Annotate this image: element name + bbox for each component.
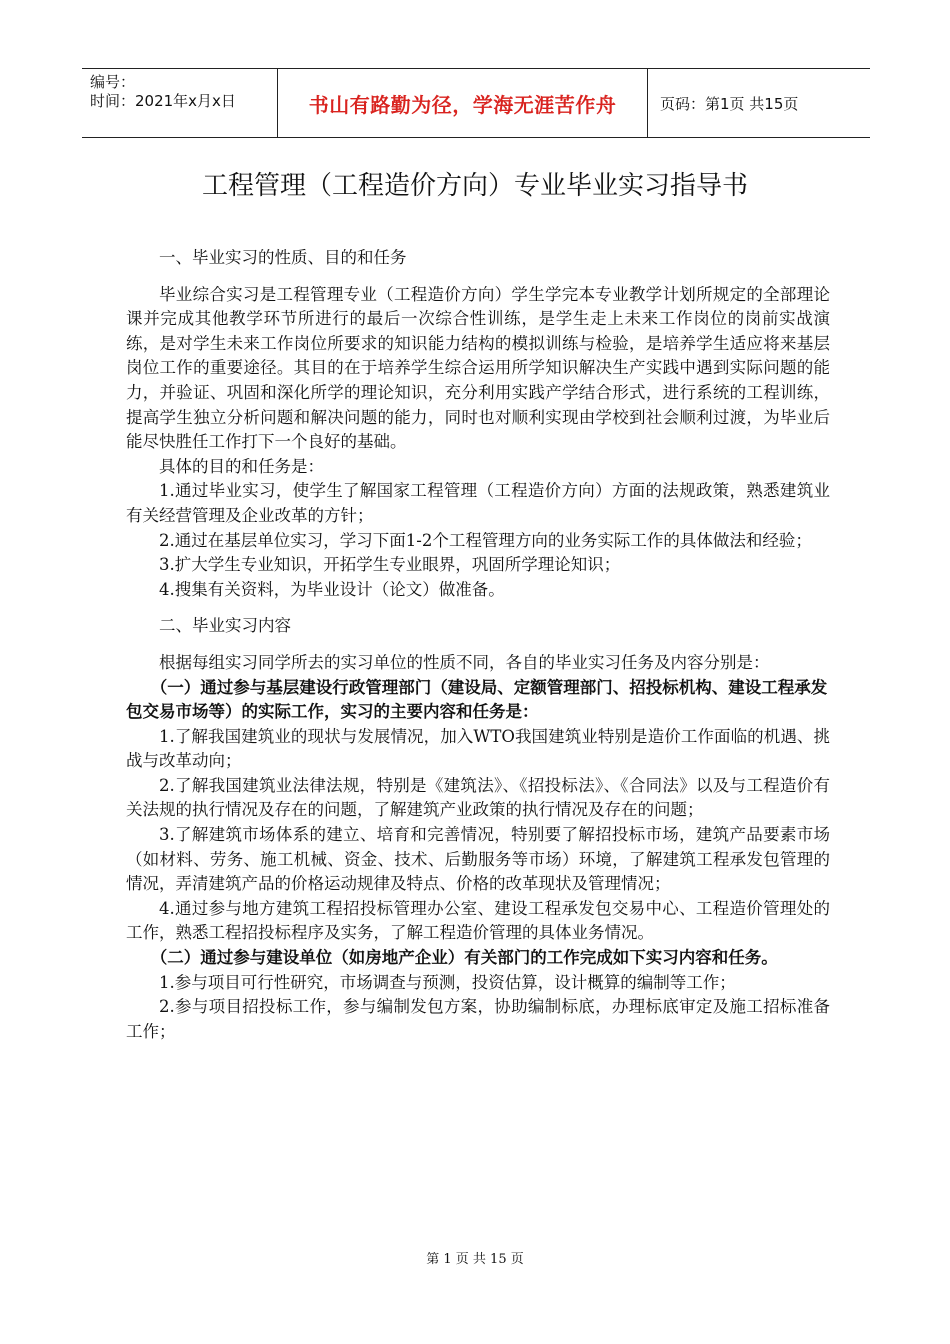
document-date: 时间：2021年x月x日 bbox=[90, 92, 236, 110]
header-page-number: 页码：第1页 共15页 bbox=[660, 94, 799, 113]
list-item: 4.搜集有关资料，为毕业设计（论文）做准备。 bbox=[159, 579, 505, 599]
list-item: 4.通过参与地方建筑工程招投标管理办公室、建设工程承发包交易中心、工程造价管理处的工作，熟悉工程招投标程序及实务，了解工程造价管理的具体业务情况。 bbox=[126, 898, 830, 943]
list-item: 3.扩大学生专业知识，开拓学生专业眼界，巩固所学理论知识； bbox=[159, 555, 621, 575]
list-item: 1.了解我国建筑业的现状与发展情况，加入WTO我国建筑业特别是造价工作面临的机遇、挑战与改革动向； bbox=[126, 726, 830, 771]
paragraph: 毕业综合实习是工程管理专业（工程造价方向）学生学完本专业教学计划所规定的全部理论课并完成其他教学环节所进行的最后一次综合性训练，是学生走上未来工作岗位的岗前实战演练，是对学生未来工作岗位所要求的知识能力结构的模拟训练与检验，是培养学生适应将来基层岗位工作的重要途径。其目的在于培养学生综合运用所学知识解决生产实践中遇到实际问题的能力，并验证、巩固和深化所学的理论知识，充分利用实践产学结合形式，进行系统的工程训练，提高学生独立分析问题和解决问题的能力，同时也对顺利实现由学校到社会顺利过渡，为毕业后能尽快胜任工作打下一个良好的基础。 bbox=[126, 284, 830, 452]
document-title: 工程管理（工程造价方向）专业毕业实习指导书 bbox=[201, 171, 748, 201]
list-item: 2.通过在基层单位实习，学习下面1-2个工程管理方向的业务实际工作的具体做法和经验； bbox=[159, 530, 812, 550]
header-motto: 书山有路勤为径，学海无涯苦作舟 bbox=[278, 69, 648, 137]
document-number: 编号： bbox=[90, 73, 136, 91]
header-meta bbox=[82, 69, 278, 137]
page-header bbox=[82, 68, 870, 138]
document-body bbox=[126, 246, 830, 1044]
list-item: 2.参与项目招投标工作，参与编制发包方案，协助编制标底，办理标底审定及施工招标准备工作； bbox=[126, 997, 830, 1041]
page-footer: 第 1 页 共 15 页 bbox=[426, 1252, 524, 1267]
list-item: 2.了解我国建筑业法律法规，特别是《建筑法》、《招投标法》、《合同法》以及与工程造价有关法规的执行情况及存在的问题，了解建筑产业政策的执行情况及存在的问题； bbox=[126, 775, 830, 820]
paragraph: 具体的目的和任务是： bbox=[159, 456, 324, 476]
subsection-heading-1: （一）通过参与基层建设行政管理部门（建设局、定额管理部门、招投标机构、建设工程承发包交易市场等）的实际工作，实习的主要内容和任务是： bbox=[126, 677, 828, 722]
section-heading-2: 二、毕业实习内容 bbox=[159, 616, 291, 636]
list-item: 3.了解建筑市场体系的建立、培育和完善情况，特别要了解招投标市场，建筑产品要素市场（如材料、劳务、施工机械、资金、技术、后勤服务等市场）环境，了解建筑工程承发包管理的情况，弄清建筑产品的价格运动规律及特点、价格的改革现状及管理情况； bbox=[126, 825, 830, 894]
subsection-heading-2: （二）通过参与建设单位（如房地产企业）有关部门的工作完成如下实习内容和任务。 bbox=[150, 948, 778, 968]
list-item: 1.参与项目可行性研究，市场调查与预测，投资估算，设计概算的编制等工作； bbox=[159, 972, 736, 992]
section-heading-1: 一、毕业实习的性质、目的和任务 bbox=[159, 248, 407, 267]
list-item: 1.通过毕业实习，使学生了解国家工程管理（工程造价方向）方面的法规政策，熟悉建筑业有关经营管理及企业改革的方针； bbox=[126, 481, 830, 525]
paragraph: 根据每组实习同学所去的实习单位的性质不同，各自的毕业实习任务及内容分别是： bbox=[159, 652, 770, 672]
